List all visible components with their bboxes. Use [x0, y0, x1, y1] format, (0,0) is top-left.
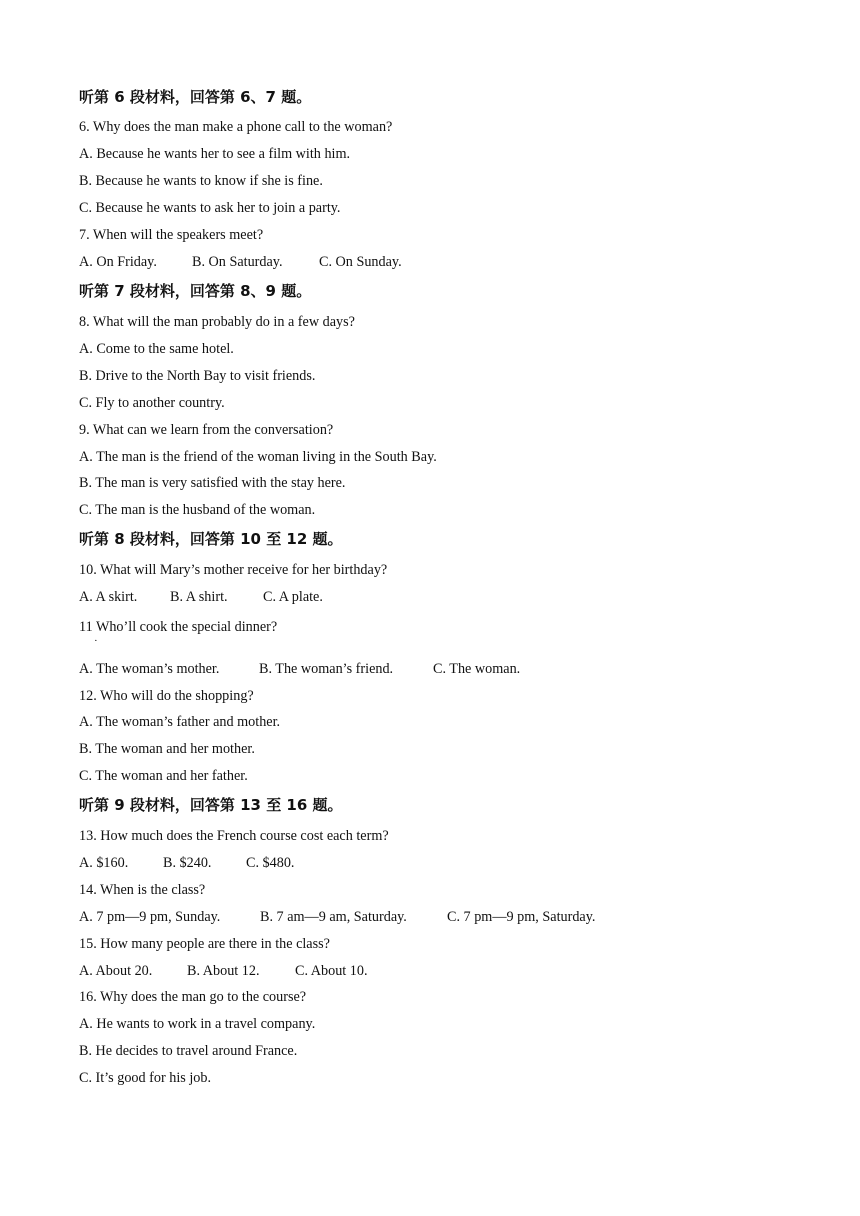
answer-option: B. The man is very satisfied with the stay here.	[79, 475, 346, 491]
section-heading: 听第 8 段材料，回答第 10 至 12 题。	[79, 530, 343, 548]
section-heading: 听第 9 段材料，回答第 13 至 16 题。	[79, 796, 343, 814]
question-text: 12. Who will do the shopping?	[79, 688, 254, 704]
answer-option: B. The woman and her mother.	[79, 741, 255, 757]
answer-option: A. Come to the same hotel.	[79, 341, 234, 357]
answer-option: B. $240.	[163, 855, 212, 871]
question-text: 14. When is the class?	[79, 882, 206, 898]
answer-option: B. On Saturday.	[192, 254, 283, 270]
answer-option: B. Because he wants to know if she is fine.	[79, 173, 323, 189]
question-text: 16. Why does the man go to the course?	[79, 989, 307, 1005]
answer-option: C. The woman.	[433, 661, 521, 677]
answer-option: C. A plate.	[263, 589, 323, 605]
answer-option: C. The man is the husband of the woman.	[79, 502, 316, 518]
answer-option: C. $480.	[246, 855, 295, 871]
answer-option: B. He decides to travel around France.	[79, 1043, 298, 1059]
question-text: 6. Why does the man make a phone call to the woman?	[79, 119, 393, 135]
answer-option: B. 7 am—9 am, Saturday.	[260, 909, 407, 925]
answer-option: B. Drive to the North Bay to visit friends.	[79, 368, 316, 384]
answer-option: A. $160.	[79, 855, 129, 871]
section-heading: 听第 7 段材料，回答第 8、9 题。	[79, 282, 312, 300]
stray-dot-mark: ·	[94, 635, 98, 647]
answer-option: A. A skirt.	[79, 589, 138, 605]
question-text: 11 Who’ll cook the special dinner?	[79, 619, 278, 635]
answer-option: C. It’s good for his job.	[79, 1070, 212, 1086]
answer-option: A. The man is the friend of the woman living in the South Bay.	[79, 449, 437, 465]
answer-option: C. About 10.	[295, 963, 368, 979]
section-heading: 听第 6 段材料，回答第 6、7 题。	[79, 88, 312, 106]
answer-option: A. The woman’s mother.	[79, 661, 220, 677]
question-text: 7. When will the speakers meet?	[79, 227, 264, 243]
answer-option: A. 7 pm—9 pm, Sunday.	[79, 909, 221, 925]
question-text: 13. How much does the French course cost each term?	[79, 828, 389, 844]
question-text: 9. What can we learn from the conversation?	[79, 422, 334, 438]
answer-option: A. About 20.	[79, 963, 153, 979]
answer-option: C. Because he wants to ask her to join a party.	[79, 200, 341, 216]
answer-option: B. The woman’s friend.	[259, 661, 394, 677]
answer-option: A. He wants to work in a travel company.	[79, 1016, 316, 1032]
question-text: 15. How many people are there in the class?	[79, 936, 330, 952]
answer-option: B. A shirt.	[170, 589, 228, 605]
answer-option: C. 7 pm—9 pm, Saturday.	[447, 909, 596, 925]
answer-option: A. Because he wants her to see a film with him.	[79, 146, 351, 162]
answer-option: C. On Sunday.	[319, 254, 402, 270]
answer-option: A. The woman’s father and mother.	[79, 714, 281, 730]
question-text: 8. What will the man probably do in a few days?	[79, 314, 355, 330]
answer-option: C. The woman and her father.	[79, 768, 248, 784]
answer-option: B. About 12.	[187, 963, 260, 979]
question-text: 10. What will Mary’s mother receive for her birthday?	[79, 562, 388, 578]
answer-option: A. On Friday.	[79, 254, 157, 270]
answer-option: C. Fly to another country.	[79, 395, 225, 411]
